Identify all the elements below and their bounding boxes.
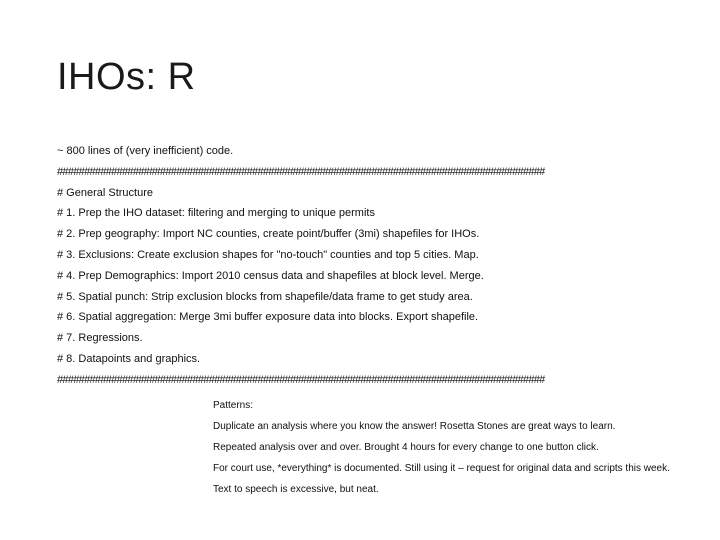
intro-line: ~ 800 lines of (very inefficient) code. — [57, 145, 234, 157]
structure-step-5: # 5. Spatial punch: Strip exclusion blocks from shapefile/data frame to get study area. — [57, 290, 473, 303]
structure-step-3: # 3. Exclusions: Create exclusion shapes for "no-touch" counties and top 5 cities. Map. — [57, 248, 479, 261]
hash-divider-bottom: ########################################################################################## — [57, 373, 545, 386]
pattern-item: For court use, *everything* is documented. Still using it – request for original data and scripts this week. — [213, 463, 670, 474]
structure-step-2: # 2. Prep geography: Import NC counties, create point/buffer (3mi) shapefiles for IHOs. — [57, 228, 480, 241]
hash-divider-top: ########################################################################################## — [57, 165, 545, 178]
pattern-item: Repeated analysis over and over. Brought 4 hours for every change to one button click. — [213, 442, 599, 453]
code-summary — [57, 144, 697, 394]
structure-step-8: # 8. Datapoints and graphics. — [57, 352, 201, 365]
patterns-heading: Patterns: — [213, 400, 254, 411]
structure-heading: # General Structure — [57, 186, 153, 199]
pattern-item: Duplicate an analysis where you know the answer! Rosetta Stones are great ways to learn. — [213, 421, 616, 432]
structure-step-1: # 1. Prep the IHO dataset: filtering and merging to unique permits — [57, 207, 375, 220]
structure-step-7: # 7. Regressions. — [57, 332, 143, 345]
pattern-item: Text to speech is excessive, but neat. — [213, 484, 379, 495]
structure-step-4: # 4. Prep Demographics: Import 2010 census data and shapefiles at block level. Merge. — [57, 269, 484, 282]
slide-title: IHOs: R — [57, 56, 196, 98]
structure-step-6: # 6. Spatial aggregation: Merge 3mi buffer exposure data into blocks. Export shapefile. — [57, 311, 479, 324]
patterns-box — [213, 400, 683, 505]
